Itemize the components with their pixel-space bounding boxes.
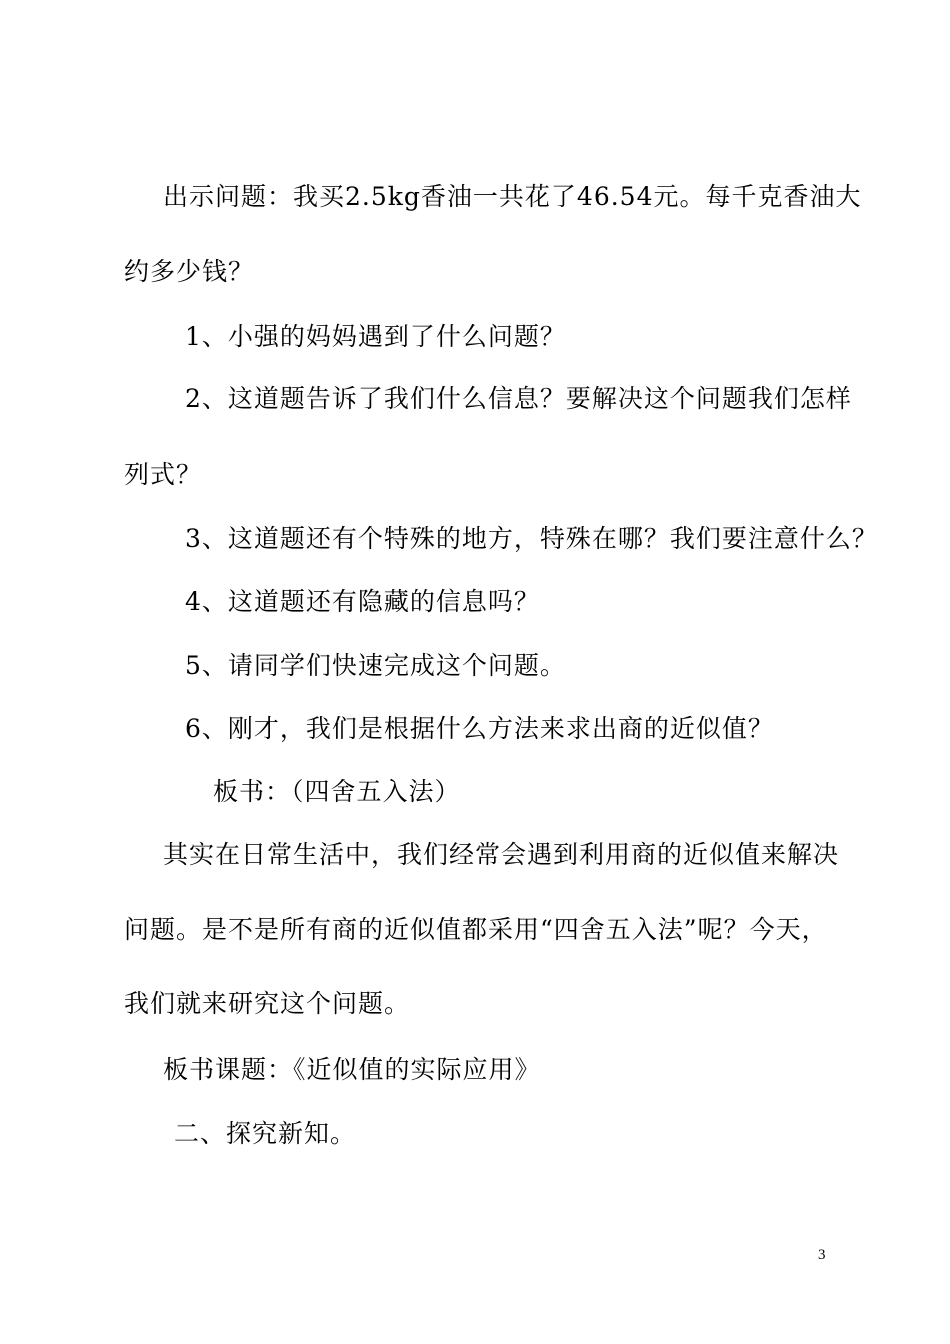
- paragraph-line: 问题。是不是所有商的近似值都采用“四舍五入法”呢？今天，: [124, 915, 828, 944]
- question-item: 5、请同学们快速完成这个问题。: [185, 651, 566, 680]
- question-item: 6、刚才，我们是根据什么方法来求出商的近似值？: [185, 714, 774, 743]
- paragraph-line: 约多少钱？: [124, 257, 255, 286]
- board-note: 板书：（四舍五入法）: [213, 777, 461, 806]
- question-item: 4、这道题还有隐藏的信息吗？: [185, 587, 540, 616]
- paragraph-line: 出示问题：我买2.5kg香油一共花了46.54元。每千克香油大: [163, 182, 862, 211]
- question-item: 3、这道题还有个特殊的地方，特殊在哪？我们要注意什么？: [185, 524, 878, 553]
- paragraph-line: 我们就来研究这个问题。: [124, 989, 411, 1018]
- paragraph-line: 其实在日常生活中，我们经常会遇到利用商的近似值来解决: [163, 840, 840, 869]
- paragraph-line: 列式？: [124, 460, 203, 489]
- section-heading: 二、探究新知。: [174, 1119, 357, 1148]
- question-item: 2、这道题告诉了我们什么信息？要解决这个问题我们怎样: [185, 384, 852, 413]
- lesson-title: 板书课题：《近似值的实际应用》: [163, 1055, 541, 1084]
- page-number: 3: [818, 1247, 826, 1263]
- question-item: 1、小强的妈妈遇到了什么问题？: [185, 322, 566, 351]
